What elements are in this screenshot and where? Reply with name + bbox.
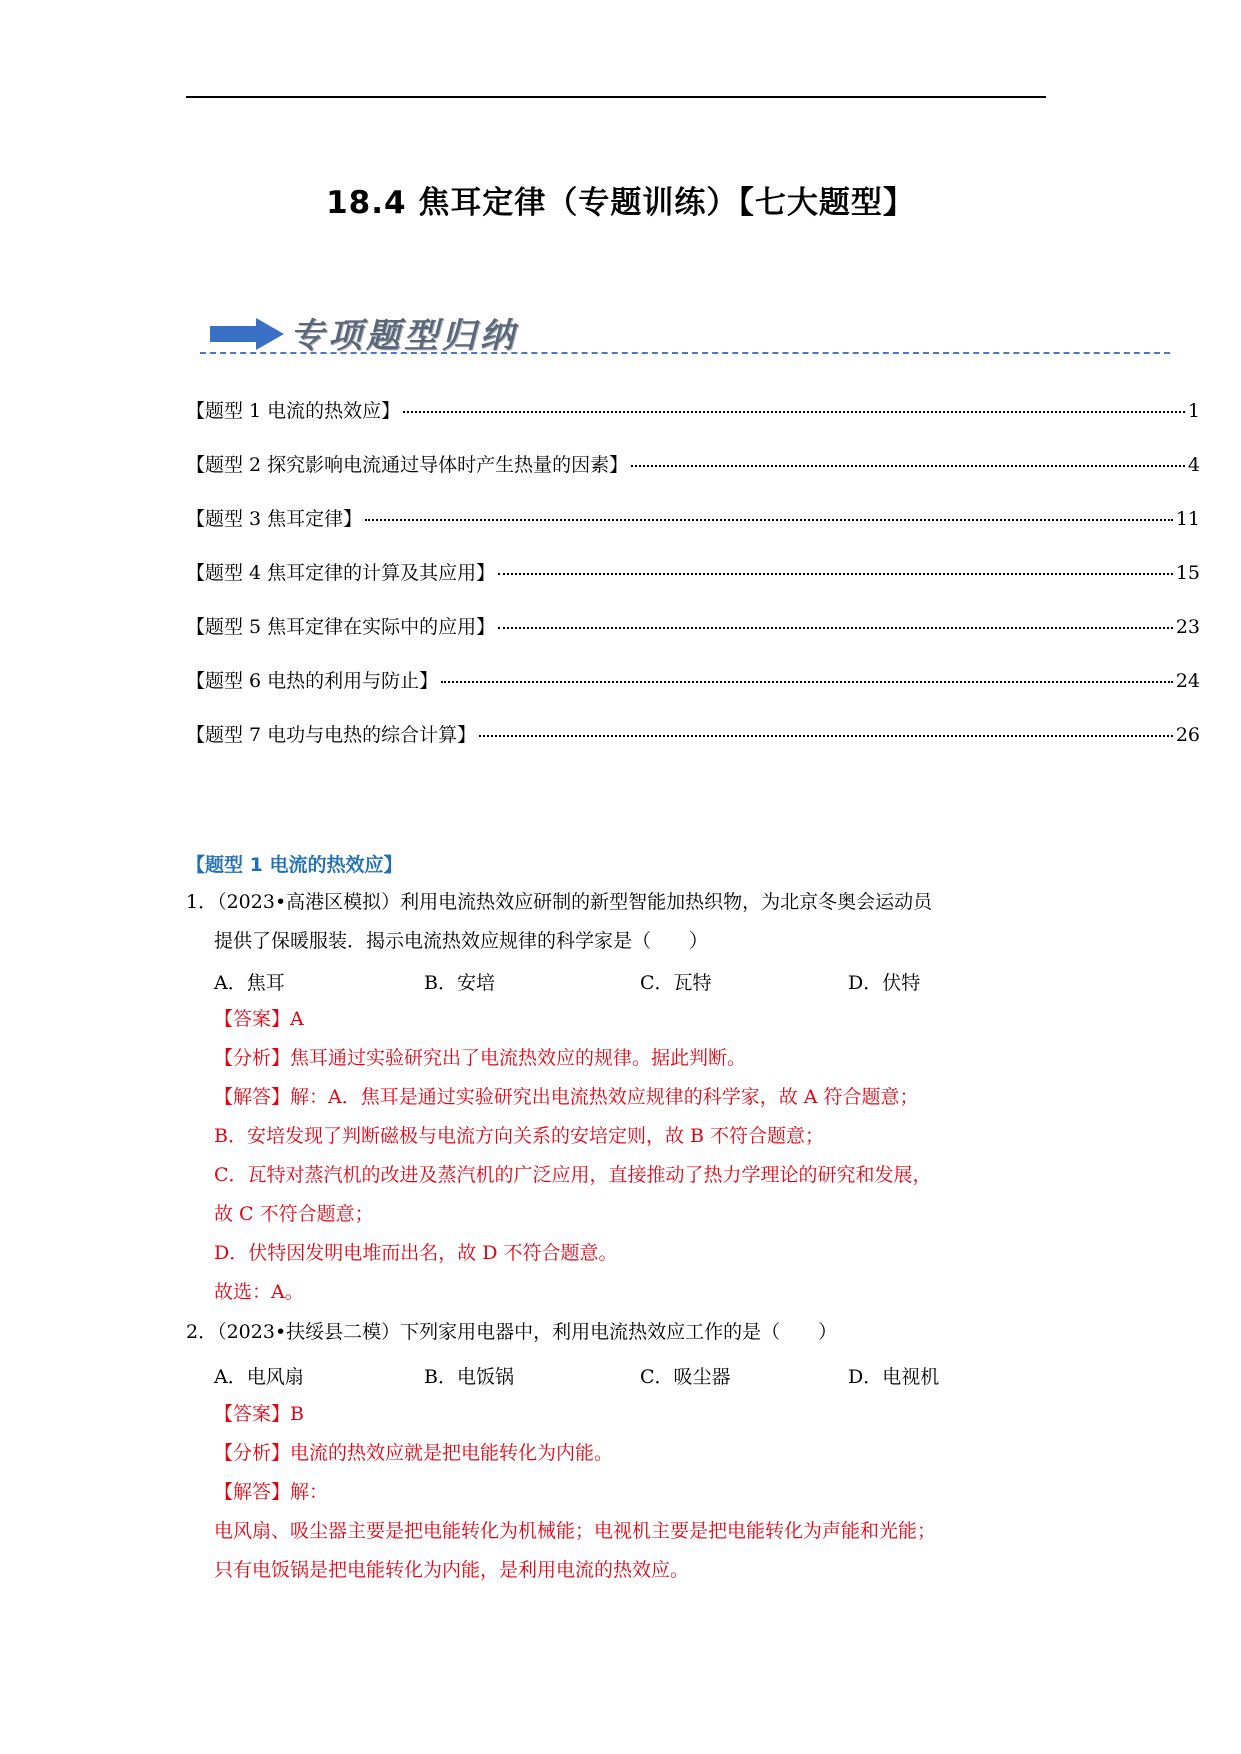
toc-entry-label: 【题型 4 焦耳定律的计算及其应用】 bbox=[186, 562, 496, 584]
question-2-option-d: D．电视机 bbox=[848, 1366, 940, 1388]
question-1-option-b: B．安培 bbox=[424, 972, 495, 994]
toc-entry-page: 23 bbox=[1175, 616, 1200, 638]
toc-entry-label: 【题型 5 焦耳定律在实际中的应用】 bbox=[186, 616, 496, 638]
toc-entry-label: 【题型 6 电热的利用与防止】 bbox=[186, 670, 439, 692]
toc-entry-page: 15 bbox=[1175, 562, 1200, 584]
question-2-solution-line: 【解答】解： bbox=[214, 1481, 329, 1503]
toc-leader-dots bbox=[441, 681, 1173, 683]
question-1-solution-line: B．安培发现了判断磁极与电流方向关系的安培定则，故 B 不符合题意； bbox=[214, 1125, 825, 1147]
toc-entry[interactable] bbox=[186, 504, 1200, 558]
table-of-contents bbox=[186, 396, 1200, 774]
toc-entry[interactable] bbox=[186, 450, 1200, 504]
toc-entry[interactable] bbox=[186, 720, 1200, 774]
question-1-solution-line: 故 C 不符合题意； bbox=[214, 1203, 374, 1225]
section-heading: 【题型 1 电流的热效应】 bbox=[186, 854, 403, 876]
question-1-option-c: C．瓦特 bbox=[640, 972, 712, 994]
document-title: 18.4 焦耳定律（专题训练）【七大题型】 bbox=[326, 185, 915, 221]
toc-leader-dots bbox=[631, 465, 1185, 467]
toc-entry[interactable] bbox=[186, 558, 1200, 612]
toc-entry-label: 【题型 7 电功与电热的综合计算】 bbox=[186, 724, 477, 746]
question-1-solution-line: 【解答】解：A．焦耳是通过实验研究出电流热效应规律的科学家，故 A 符合题意； bbox=[214, 1086, 919, 1108]
toc-entry[interactable] bbox=[186, 612, 1200, 666]
question-2-option-b: B．电饭锅 bbox=[424, 1366, 514, 1388]
question-2-stem-line-1: 2．（2023•扶绥县二模）下列家用电器中，利用电流热效应工作的是（ ） bbox=[186, 1321, 838, 1343]
toc-leader-dots bbox=[365, 519, 1173, 521]
question-2-solution-line: 只有电饭锅是把电能转化为内能，是利用电流的热效应。 bbox=[214, 1559, 690, 1581]
question-1-option-a: A．焦耳 bbox=[214, 972, 285, 994]
question-1-analysis: 【分析】焦耳通过实验研究出了电流热效应的规律。据此判断。 bbox=[214, 1047, 747, 1069]
toc-leader-dots bbox=[498, 573, 1173, 575]
toc-entry-page: 24 bbox=[1175, 670, 1200, 692]
toc-entry-label: 【题型 2 探究影响电流通过导体时产生热量的因素】 bbox=[186, 454, 629, 476]
question-1-stem-line-1: 1．（2023•高港区模拟）利用电流热效应研制的新型智能加热织物，为北京冬奥会运动员 bbox=[186, 891, 933, 913]
toc-entry[interactable] bbox=[186, 396, 1200, 450]
toc-entry-label: 【题型 1 电流的热效应】 bbox=[186, 400, 401, 422]
toc-entry-page: 26 bbox=[1175, 724, 1200, 746]
toc-entry-label: 【题型 3 焦耳定律】 bbox=[186, 508, 363, 530]
banner-dashed-rule bbox=[200, 352, 1170, 354]
question-2-solution-line: 电风扇、吸尘器主要是把电能转化为机械能；电视机主要是把电能转化为声能和光能； bbox=[214, 1520, 937, 1542]
question-1-option-d: D．伏特 bbox=[848, 972, 921, 994]
question-2-analysis: 【分析】电流的热效应就是把电能转化为内能。 bbox=[214, 1442, 614, 1464]
question-1-solution-line: D．伏特因发明电堆而出名，故 D 不符合题意。 bbox=[214, 1242, 618, 1264]
question-2-answer: 【答案】B bbox=[214, 1403, 304, 1425]
toc-entry-page: 4 bbox=[1187, 454, 1200, 476]
question-1-answer: 【答案】A bbox=[214, 1008, 304, 1030]
banner-title: 专项题型归纳 bbox=[290, 316, 518, 356]
toc-entry[interactable] bbox=[186, 666, 1200, 720]
question-2-option-c: C．吸尘器 bbox=[640, 1366, 731, 1388]
toc-leader-dots bbox=[479, 735, 1173, 737]
toc-entry-page: 1 bbox=[1187, 400, 1200, 422]
question-1-solution-line: C．瓦特对蒸汽机的改进及蒸汽机的广泛应用，直接推动了热力学理论的研究和发展， bbox=[214, 1164, 932, 1186]
question-1-solution-line: 故选：A。 bbox=[214, 1281, 304, 1303]
right-arrow-icon bbox=[210, 318, 284, 350]
toc-leader-dots bbox=[403, 411, 1185, 413]
toc-entry-page: 11 bbox=[1175, 508, 1200, 530]
question-1-stem-line-2: 提供了保暖服装．揭示电流热效应规律的科学家是（ ） bbox=[214, 930, 709, 952]
header-rule bbox=[186, 96, 1046, 98]
toc-leader-dots bbox=[498, 627, 1173, 629]
question-2-option-a: A．电风扇 bbox=[214, 1366, 304, 1388]
